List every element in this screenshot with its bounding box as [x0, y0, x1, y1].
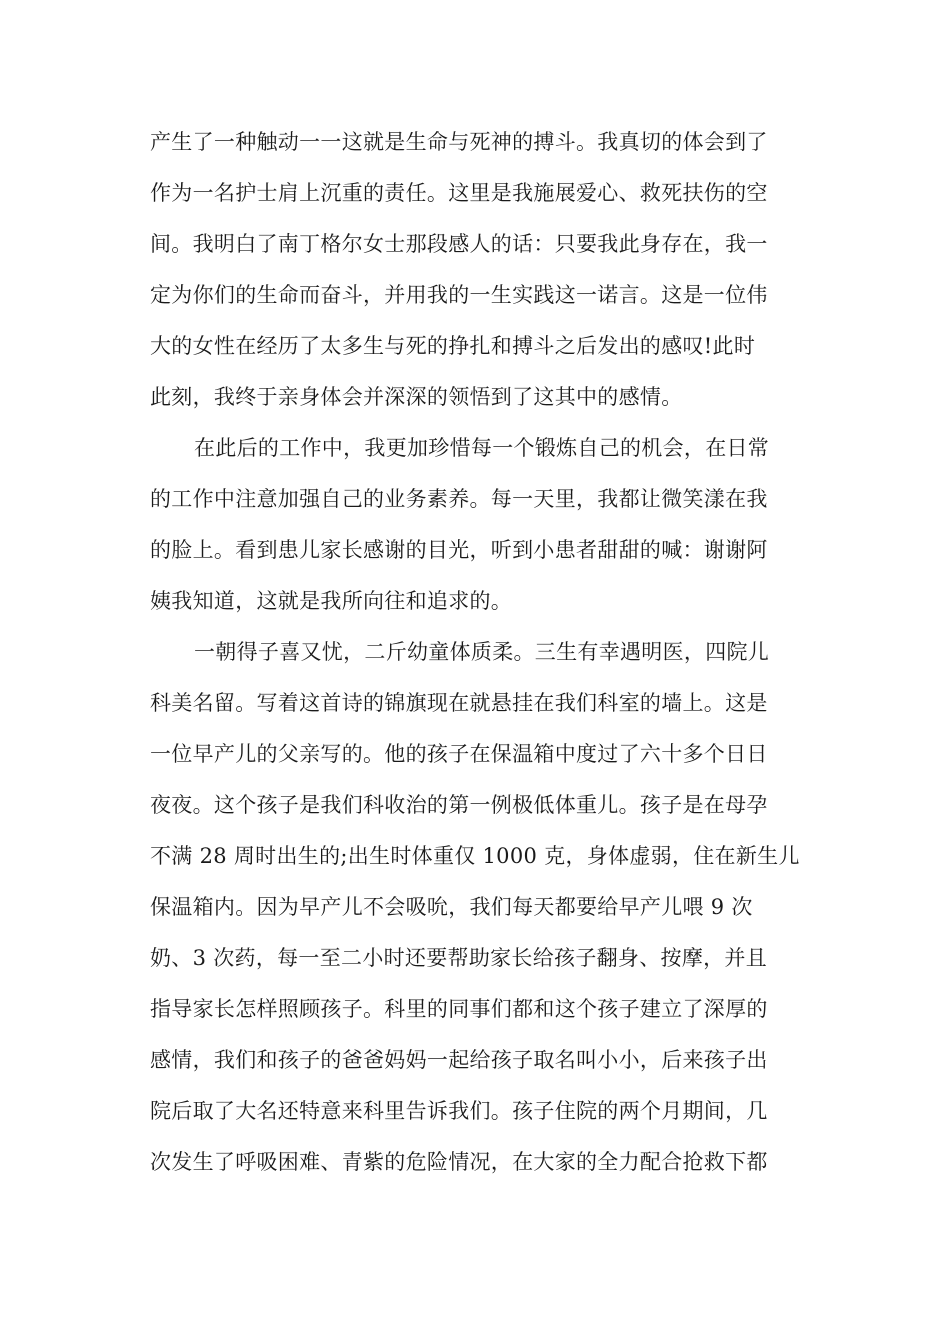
text-line: 科美名留。写着这首诗的锦旗现在就悬挂在我们科室的墙上。这是: [150, 691, 768, 715]
text-line: 的脸上。看到患儿家长感谢的目光，听到小患者甜甜的喊：谢谢阿: [150, 538, 768, 562]
text-line: 保温箱内。因为早产儿不会吸吮，我们每天都要给早产儿喂 9 次: [150, 895, 753, 919]
text-line: 一位早产儿的父亲写的。他的孩子在保温箱中度过了六十多个日日: [150, 742, 768, 766]
text-line: 的工作中注意加强自己的业务素养。每一天里，我都让微笑漾在我: [150, 487, 768, 511]
text-line: 此刻，我终于亲身体会并深深的领悟到了这其中的感情。: [150, 385, 683, 409]
text-line: 间。我明白了南丁格尔女士那段感人的话：只要我此身存在，我一: [150, 232, 768, 256]
text-line: 奶、3 次药，每一至二小时还要帮助家长给孩子翻身、按摩，并且: [150, 946, 768, 970]
text-line: 大的女性在经历了太多生与死的挣扎和搏斗之后发出的感叹!此时: [150, 334, 756, 358]
text-line: 次发生了呼吸困难、青紫的危险情况，在大家的全力配合抢救下都: [150, 1150, 768, 1174]
text-line: 作为一名护士肩上沉重的责任。这里是我施展爱心、救死扶伤的空: [150, 181, 768, 205]
text-line: 院后取了大名还特意来科里告诉我们。孩子住院的两个月期间，几: [150, 1099, 768, 1123]
text-line: 指导家长怎样照顾孩子。科里的同事们都和这个孩子建立了深厚的: [150, 997, 768, 1021]
text-line: 姨我知道，这就是我所向往和追求的。: [150, 589, 513, 613]
text-line: 定为你们的生命而奋斗，并用我的一生实践这一诺言。这是一位伟: [150, 283, 768, 307]
paragraph-first-line: 一朝得子喜又忧，二斤幼童体质柔。三生有幸遇明医，四院儿: [194, 640, 770, 664]
text-line: 夜夜。这个孩子是我们科收治的第一例极低体重儿。孩子是在母孕: [150, 793, 768, 817]
text-line: 产生了一种触动一一这就是生命与死神的搏斗。我真切的体会到了: [150, 130, 768, 154]
text-line: 不满 28 周时出生的;出生时体重仅 1000 克，身体虚弱，住在新生儿: [150, 844, 800, 868]
document-body: [150, 117, 802, 1188]
paragraph-first-line: 在此后的工作中，我更加珍惜每一个锻炼自己的机会，在日常: [194, 436, 770, 460]
text-line: 感情，我们和孩子的爸爸妈妈一起给孩子取名叫小小，后来孩子出: [150, 1048, 768, 1072]
